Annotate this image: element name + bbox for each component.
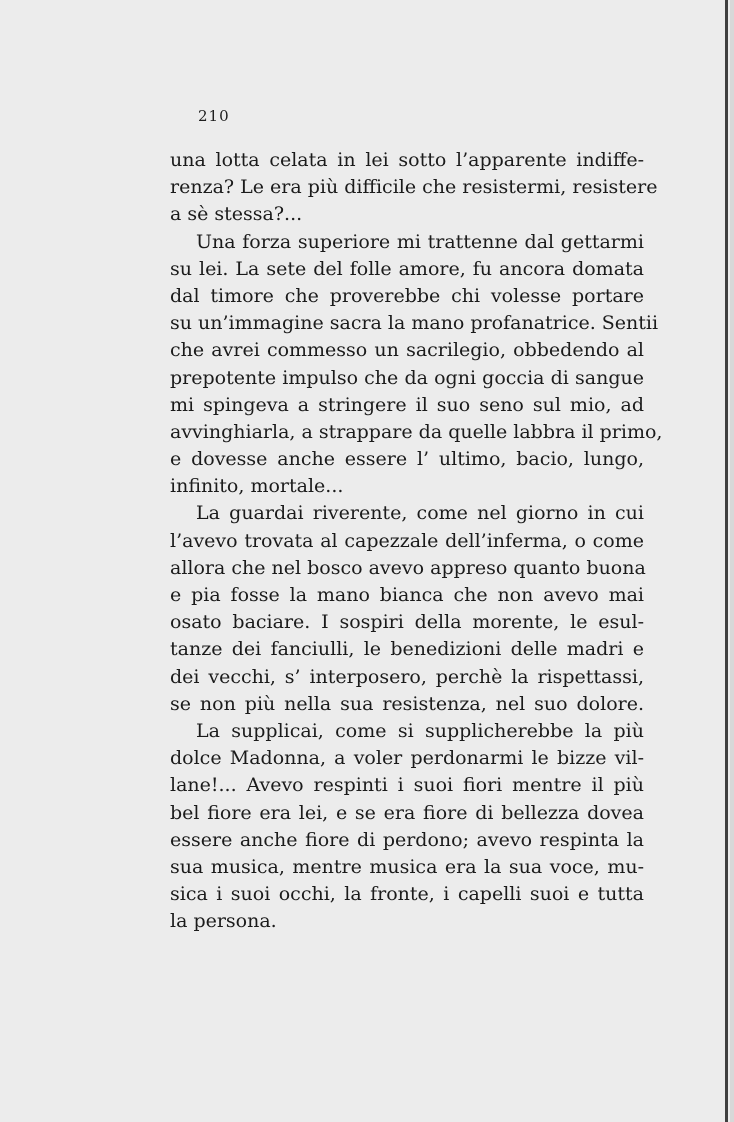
text-line: prepotente impulso che da ogni goccia di sangue [170, 366, 644, 389]
text-line: su lei. La sete del folle amore, fu ancora domata [170, 257, 644, 280]
text-line: allora che nel bosco avevo appreso quanto buona [170, 556, 646, 579]
text-line: su un’immagine sacra la mano profanatrice. Sentii [170, 312, 659, 335]
page-number: 210 [198, 107, 230, 125]
text-line: l’avevo trovata al capezzale dell’inferma, o come [170, 529, 644, 552]
text-line: tanze dei fanciulli, le benedizioni delle madri e [170, 638, 644, 661]
text-line: La guardai riverente, come nel giorno in cui [196, 502, 644, 525]
page-edge-shadow [725, 0, 728, 1122]
text-line: la persona. [170, 910, 277, 933]
text-line: essere anche fiore di perdono; avevo respinta la [170, 828, 644, 851]
text-line: lane!... Avevo respinti i suoi fiori mentre il più [170, 774, 644, 797]
text-line: dal timore che proverebbe chi volesse portare [170, 284, 644, 307]
text-line: e dovesse anche essere l’ ultimo, bacio, lungo, [170, 448, 644, 471]
text-line: una lotta celata in lei sotto l’apparente indiffe- [170, 149, 644, 171]
text-line: osato baciare. I sospiri della morente, le esul- [170, 611, 644, 634]
text-line: infinito, mortale... [170, 475, 344, 498]
text-line: che avrei commesso un sacrilegio, obbedendo al [170, 339, 644, 362]
text-line: dolce Madonna, a voler perdonarmi le bizze vil- [170, 747, 644, 770]
text-line: a sè stessa?... [170, 203, 303, 226]
text-line: renza? Le era più difficile che resistermi, resistere [170, 176, 658, 199]
text-line: sica i suoi occhi, la fronte, i capelli suoi e tutta [170, 883, 644, 906]
text-line: dei vecchi, s’ interposero, perchè la rispettassi, [170, 665, 644, 688]
body-text [170, 147, 663, 935]
text-line: La supplicai, come si supplicherebbe la più [196, 719, 644, 742]
text-line: mi spingeva a stringere il suo seno sul mio, ad [170, 393, 644, 416]
text-line: Una forza superiore mi trattenne dal gettarmi [196, 230, 644, 253]
text-line: avvinghiarla, a strappare da quelle labbra il primo, [170, 420, 663, 443]
text-line: e pia fosse la mano bianca che non avevo mai [170, 584, 644, 606]
text-line: sua musica, mentre musica era la sua voce, mu- [170, 855, 644, 878]
page-edge [730, 0, 734, 1122]
text-line: bel fiore era lei, e se era fiore di bellezza dovea [170, 801, 644, 824]
text-line: se non più nella sua resistenza, nel suo dolore. [170, 692, 644, 715]
